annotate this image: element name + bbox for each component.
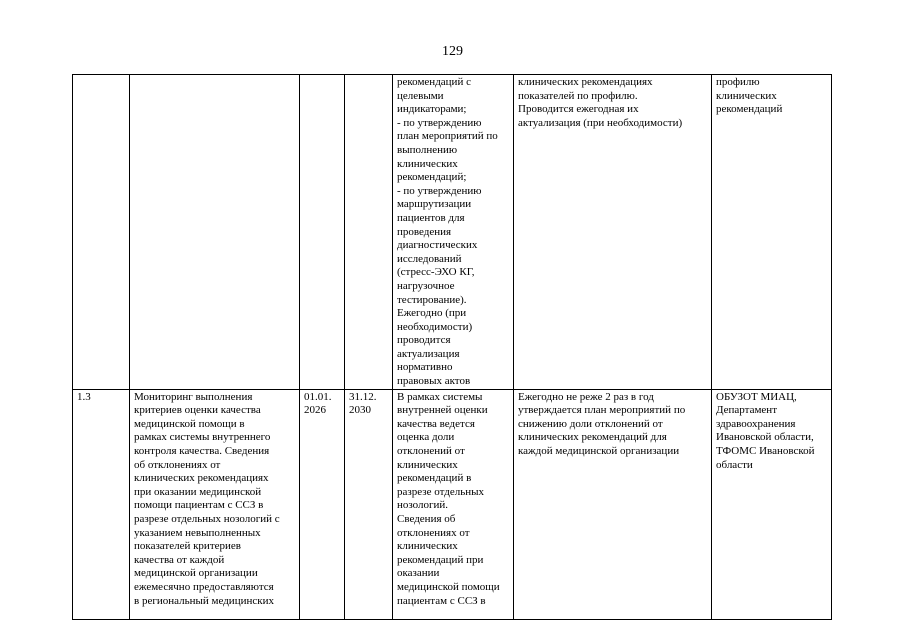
text-line: качества от каждой [134,553,225,566]
text-line: показателей критериев [134,540,241,553]
table-row-continued [73,75,832,390]
text-line: (стресс-ЭХО КГ, [397,266,475,279]
text-line: при оказании медицинской [134,485,262,498]
cell-end-empty [345,75,393,390]
text-line: 31.12. [349,390,377,403]
text-line: план мероприятий по [397,130,498,143]
text-line: актуализация (при необходимости) [518,116,683,129]
cell-control [514,389,712,619]
text-line: внутренней оценки [397,404,488,417]
cell-result-continued [393,75,514,390]
text-line: медицинской помощи в [134,417,245,430]
text-line: рекомендаций в [397,472,472,485]
text-line: ежемесячно предоставляются [134,580,274,593]
text-line: Проводится ежегодная их [518,103,639,116]
text-line: помощи пациентам с ССЗ в [134,499,264,512]
text-line: клинических [397,157,458,170]
text-line: указанием невыполненных [134,526,261,539]
text-line: утверждается план мероприятий по [518,404,686,417]
text-line: клинических рекомендациях [518,76,653,88]
cell-responsible-continued [712,75,832,390]
text-line: медицинской помощи [397,580,500,593]
text-line: области [716,458,753,471]
text-line: снижению доли отклонений от [518,417,663,430]
text-line: пациентов для [397,211,465,224]
text-line: 2030 [349,404,371,417]
cell-result [393,389,514,619]
text-line: контроля качества. Сведения [134,445,270,458]
text-line: профилю [716,76,760,88]
text-line: 01.01. [304,390,332,403]
text-line: диагностических [397,239,478,252]
text-line: показателей по профилю. [518,89,638,102]
text-line: Ежегодно не реже 2 раз в год [518,390,654,403]
text-line: - по утверждению [397,184,482,197]
text-line: необходимости) [397,320,473,333]
text-line: критериев оценки качества [134,404,261,417]
text-line: Мониторинг выполнения [134,390,253,403]
text-line: маршрутизации [397,198,472,211]
text-line: рекомендаций с [397,76,471,88]
cell-start-date [300,389,345,619]
text-line: нагрузочное [397,279,455,292]
text-line: качества ведется [397,417,475,430]
text-line: индикаторами; [397,103,467,116]
text-line: каждой медицинской организации [518,445,680,458]
text-line: Ежегодно (при [397,307,467,320]
text-line: рекомендаций; [397,171,467,184]
text-line: нозологий. [397,499,449,512]
text-line: об отклонениях от [134,458,221,471]
text-line: проведения [397,225,452,238]
text-line: правовых актов [397,375,471,388]
text-line: тестирование). [397,293,467,306]
text-line: оказании [397,567,440,580]
cell-item-number: 1.3 [73,389,130,619]
text-line: отклонений от [397,445,465,458]
text-line: 2026 [304,404,326,417]
cell-responsible [712,389,832,619]
text-line: нормативно [397,361,453,374]
cell-number-empty [73,75,130,390]
text-line: рекомендаций при [397,553,484,566]
text-line: клинических [397,458,458,471]
plan-table [72,74,832,620]
page-number: 129 [442,44,463,59]
text-line: исследований [397,252,462,265]
text-line: рамках системы внутреннего [134,431,271,444]
text-line: Ивановской области, [716,431,814,444]
text-line: рекомендаций [716,103,783,116]
text-line: Департамент [716,404,778,417]
cell-start-empty [300,75,345,390]
text-line: выполнению [397,143,458,156]
cell-description-empty [130,75,300,390]
text-line: разрезе отдельных нозологий с [134,513,280,525]
text-line: клинических [716,89,777,102]
text-line: отклонениях от [397,526,470,539]
text-line: актуализация [397,347,460,360]
text-line: Сведения об [397,513,456,525]
text-line: здравоохранения [716,417,796,430]
text-line: в региональный медицинских [134,594,274,607]
text-line: проводится [397,334,451,347]
text-line: В рамках системы [397,390,483,403]
cell-control-continued [514,75,712,390]
text-line: ТФОМС Ивановской [716,445,815,458]
table-row-1-3 [73,389,832,619]
cell-description [130,389,300,619]
text-line: оценка доли [397,431,455,444]
text-line: клинических рекомендаций для [518,431,667,444]
text-line: целевыми [397,89,444,102]
text-line: ОБУЗОТ МИАЦ, [716,390,797,403]
text-line: пациентам с ССЗ в [397,594,486,607]
text-line: клинических [397,540,458,553]
text-line: разрезе отдельных [397,485,485,498]
text-line: медицинской организации [134,567,258,580]
text-line: клинических рекомендациях [134,472,269,485]
text-line: - по утверждению [397,116,482,129]
cell-end-date [345,389,393,619]
